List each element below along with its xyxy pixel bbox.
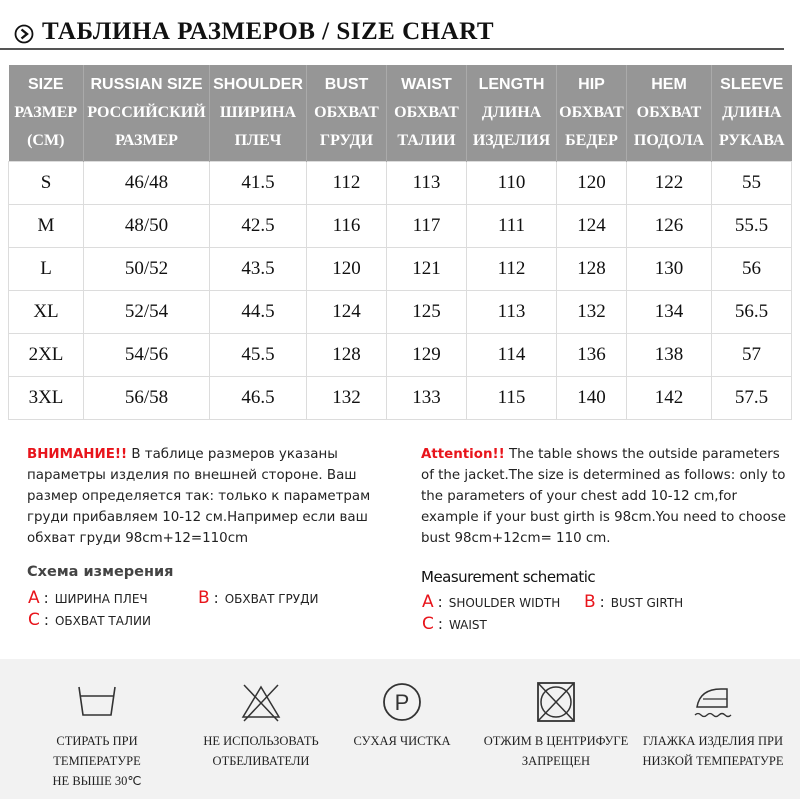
care-label: СУХАЯ ЧИСТКА	[353, 734, 451, 748]
title-bar	[0, 0, 800, 50]
cell-length: 113	[467, 291, 557, 334]
cell-shoulder: 45.5	[210, 334, 307, 377]
cell-russian-size: 50/52	[84, 248, 210, 291]
table-row	[9, 291, 792, 334]
cell-russian-size: 52/54	[84, 291, 210, 334]
legend-item-a-ru: A : ШИРИНА ПЛЕЧ	[28, 588, 148, 608]
cell-bust: 128	[307, 334, 387, 377]
warning-label-ru: ВНИМАНИЕ!!	[27, 447, 128, 462]
cell-size: S	[9, 162, 84, 205]
note-text-en: The table shows the outside parameters of the jacket.The size is determined as follows: only to the parameters of your chest add 10-12 cm,for example if your bust girth is 98cm.You need to choose bust 98cm+12cm= 110 cm.	[421, 447, 786, 546]
legend-item-a-en: A : SHOULDER WIDTH	[422, 592, 561, 612]
care-label: ОТЖИМ В ЦЕНТРИФУГЕ ЗАПРЕЩЕН	[483, 734, 629, 768]
iron-low-icon	[683, 679, 743, 727]
cell-bust: 124	[307, 291, 387, 334]
column-header-length: LENGTH ДЛИНА ИЗДЕЛИЯ	[467, 65, 557, 162]
size-chart-table	[8, 65, 792, 420]
cell-shoulder: 43.5	[210, 248, 307, 291]
circle-arrow-right-icon	[14, 24, 34, 44]
table-row	[9, 248, 792, 291]
cell-length: 114	[467, 334, 557, 377]
no-tumble-dry-icon	[526, 679, 586, 727]
cell-size: XL	[9, 291, 84, 334]
column-header-hip: HIP ОБХВАТ БЕДЕР	[557, 65, 627, 162]
cell-russian-size: 46/48	[84, 162, 210, 205]
cell-length: 111	[467, 205, 557, 248]
cell-shoulder: 46.5	[210, 377, 307, 420]
cell-bust: 132	[307, 377, 387, 420]
note-russian	[27, 444, 407, 549]
cell-hip: 120	[557, 162, 627, 205]
cell-hem: 126	[627, 205, 712, 248]
cell-size: 3XL	[9, 377, 84, 420]
cell-russian-size: 48/50	[84, 205, 210, 248]
care-instructions	[0, 659, 800, 799]
cell-hem: 134	[627, 291, 712, 334]
cell-waist: 129	[387, 334, 467, 377]
column-header-sleeve: SLEEVE ДЛИНА РУКАВА	[712, 65, 792, 162]
column-header-hem: HEM ОБХВАТ ПОДОЛА	[627, 65, 712, 162]
table-row	[9, 205, 792, 248]
care-label: НЕ ИСПОЛЬЗОВАТЬ ОТБЕЛИВАТЕЛИ	[203, 734, 319, 768]
cell-russian-size: 56/58	[84, 377, 210, 420]
cell-shoulder: 41.5	[210, 162, 307, 205]
cell-hem: 122	[627, 162, 712, 205]
dry-clean-p-icon	[372, 679, 432, 727]
table-header-row	[9, 65, 792, 162]
care-label: ГЛАЖКА ИЗДЕЛИЯ ПРИ НИЗКОЙ ТЕМПЕРАТУРЕ	[642, 734, 784, 768]
no-bleach-icon	[231, 679, 291, 727]
note-english	[421, 444, 791, 549]
cell-hip: 124	[557, 205, 627, 248]
column-header-bust: BUST ОБХВАТ ГРУДИ	[307, 65, 387, 162]
legend-item-c-en: C : WAIST	[422, 614, 487, 634]
wash-30-icon	[67, 679, 127, 727]
cell-bust: 112	[307, 162, 387, 205]
cell-sleeve: 57.5	[712, 377, 792, 420]
cell-shoulder: 44.5	[210, 291, 307, 334]
cell-size: 2XL	[9, 334, 84, 377]
cell-length: 112	[467, 248, 557, 291]
cell-hem: 138	[627, 334, 712, 377]
table-row	[9, 377, 792, 420]
column-header-russian-size: RUSSIAN SIZE РОССИЙСКИЙ РАЗМЕР	[84, 65, 210, 162]
cell-hip: 132	[557, 291, 627, 334]
cell-hip: 128	[557, 248, 627, 291]
scheme-title-ru: Схема измерения	[27, 564, 174, 580]
cell-size: M	[9, 205, 84, 248]
table-row	[9, 162, 792, 205]
warning-label-en: Attention!!	[421, 447, 505, 462]
note-text-ru: В таблице размеров указаны параметры изделия по внешней стороне. Ваш размер определяется так: только к параметрам груди прибавляем 10-12 см.Например если ваш обхват груди 98cm+12=110cm	[27, 447, 371, 546]
cell-sleeve: 56	[712, 248, 792, 291]
cell-size: L	[9, 248, 84, 291]
legend-item-b-en: B : BUST GIRTH	[584, 592, 684, 612]
care-label: СТИРАТЬ ПРИ ТЕМПЕРАТУРЕ НЕ ВЫШЕ 30℃	[52, 734, 142, 788]
cell-bust: 120	[307, 248, 387, 291]
column-header-shoulder: SHOULDER ШИРИНА ПЛЕЧ	[210, 65, 307, 162]
cell-hem: 130	[627, 248, 712, 291]
cell-hip: 140	[557, 377, 627, 420]
cell-waist: 117	[387, 205, 467, 248]
cell-length: 110	[467, 162, 557, 205]
cell-waist: 113	[387, 162, 467, 205]
cell-waist: 121	[387, 248, 467, 291]
cell-sleeve: 57	[712, 334, 792, 377]
cell-sleeve: 55	[712, 162, 792, 205]
cell-length: 115	[467, 377, 557, 420]
cell-russian-size: 54/56	[84, 334, 210, 377]
cell-sleeve: 56.5	[712, 291, 792, 334]
cell-waist: 133	[387, 377, 467, 420]
svg-text:P: P	[394, 690, 410, 715]
cell-sleeve: 55.5	[712, 205, 792, 248]
cell-hip: 136	[557, 334, 627, 377]
scheme-title-en: Measurement schematic	[421, 568, 596, 586]
legend-item-b-ru: B : ОБХВАТ ГРУДИ	[198, 588, 319, 608]
table-row	[9, 334, 792, 377]
column-header-size: SIZE РАЗМЕР (CM)	[9, 65, 84, 162]
cell-shoulder: 42.5	[210, 205, 307, 248]
column-header-waist: WAIST ОБХВАТ ТАЛИИ	[387, 65, 467, 162]
page-title: ТАБЛИНА РАЗМЕРОВ / SIZE CHART	[42, 18, 495, 45]
cell-hem: 142	[627, 377, 712, 420]
legend-item-c-ru: C : ОБХВАТ ТАЛИИ	[28, 610, 151, 630]
cell-bust: 116	[307, 205, 387, 248]
title-divider	[0, 48, 784, 50]
cell-waist: 125	[387, 291, 467, 334]
